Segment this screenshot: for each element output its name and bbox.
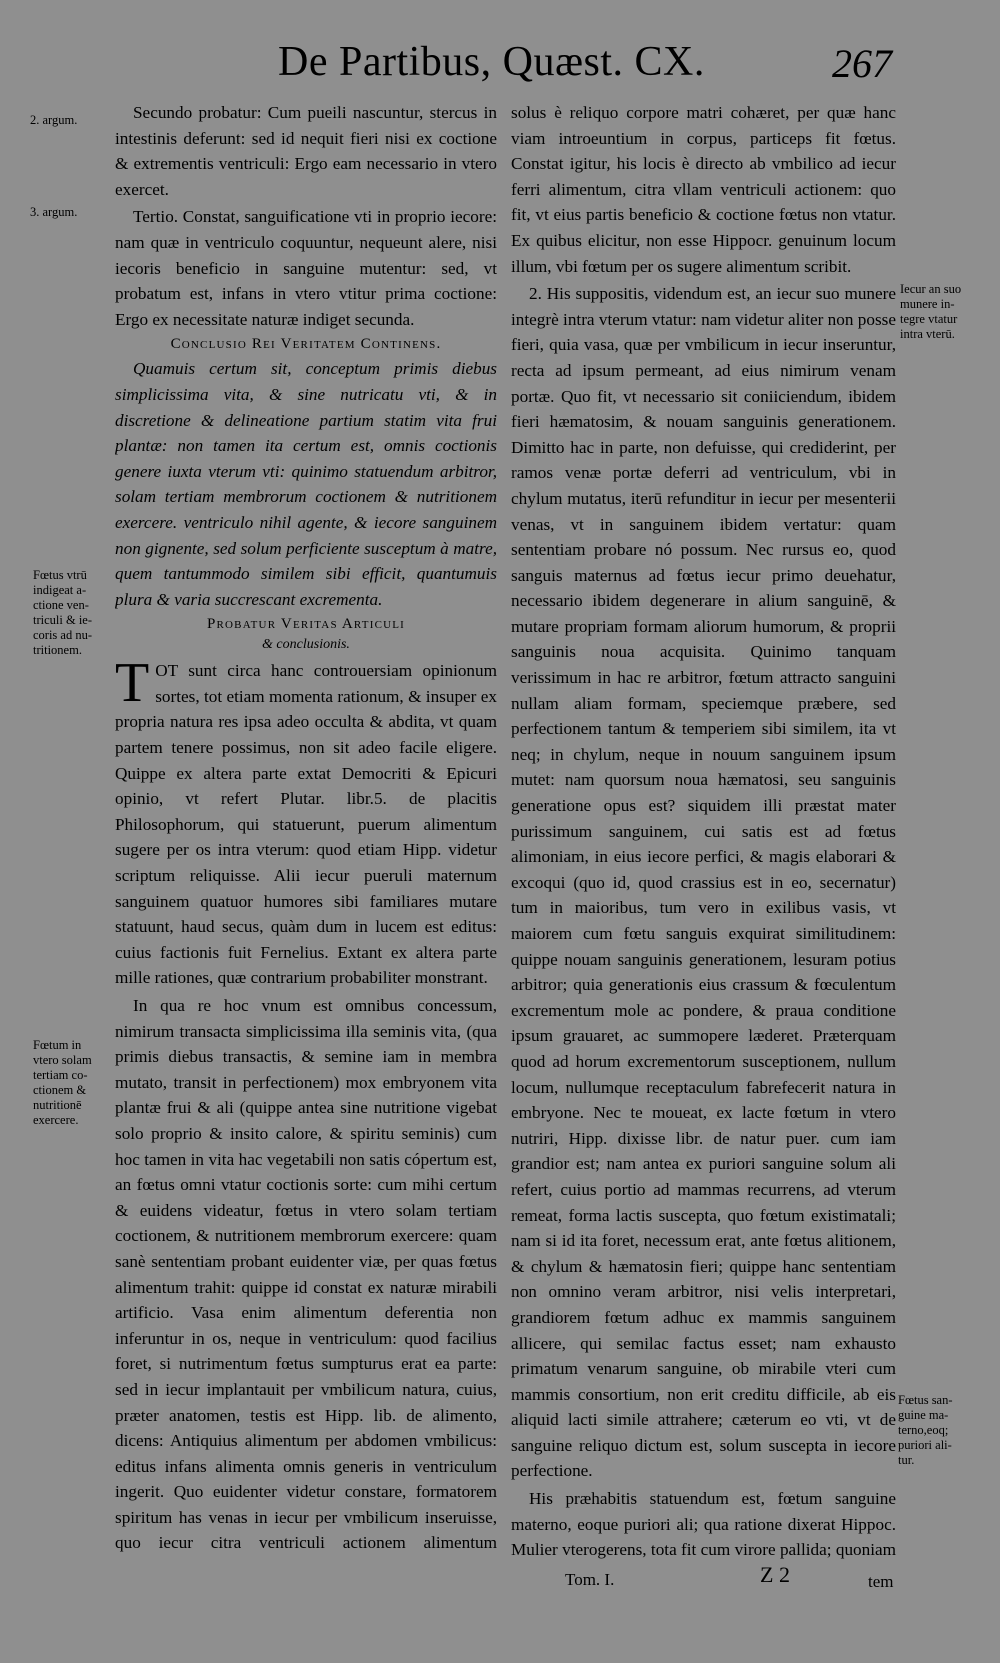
paragraph-conclusio: Quamuis certum sit, conceptum primis diebus simplicissima vita, & sine nutricatu vti, & in discretione & delineatione partium statim vita frui plantæ: non tamen ita certum est, omnis coctionis genere iuxta vterum vti: quinimo statuendum arbitror, solam tertiam membrorum coctionem & nutritionem exercere. ventriculo nihil agente, & iecore sanguinem non gignente, sed solum perficiente susceptum à matre, quem tantummodo similem sibi efficit, quantumuis plura & varia succrescant excrementa. (115, 359, 497, 609)
section-heading-conclusio: Conclusio Rei Veritatem Continens. (170, 336, 442, 353)
paragraph-tertio: Tertio. Constat, sanguificatione vti in proprio iecore: nam quæ in ventriculo coquuntur, nequeunt alere, nisi iecoris beneficio in sanguine mutentur: sed, vt probatum est, infans in vtero vtitur prima coctione: Ergo ex necessitate naturæ indiget secunda. (115, 207, 497, 329)
drop-cap: T (115, 652, 150, 715)
margin-note-foetus-indigeat: Fœtus vtrū indigeat a- ctione ven- triculi & ie- coris ad nu- tritionem. (33, 568, 93, 657)
right-column (511, 100, 896, 1560)
page-number: 267 (832, 41, 892, 86)
paragraph-tot-sunt (115, 652, 497, 991)
running-title: De Partibus, Quæst. CX. (278, 39, 705, 85)
paragraph-solus: solus è reliquo corpore matri cohæret, per quæ hanc viam introeuntium in corpus, particeps fit fœtus. Constat igitur, his locis è directo ab vmbilico ad iecur ferri alimentum, citra vllam ventriculi actionem: quo fit, vt eius partis beneficio & coctione fœtus non vtatur. Ex quibus elicitur, non esse Hippocr. genuinum locum illum, vbi fœtum per os sugere alimentum scribit. (511, 103, 896, 276)
margin-note-foetus-sanguine: Fœtus san- guine ma- terno,eoq; puriori ali- tur. (898, 1393, 953, 1467)
paragraph-tot-sunt-text: OT sunt circa hanc controuersiam opinionum sortes, tot etiam momenta rationum, & insuper ex propria natura res ipsa adeo occulta & abdita, vt quam partem tenere possimus, non sit adeo facile eligere. Quippe ex altera parte extat Democriti & Epicuri opinio, vt refert Plutar. libr.5. de placitis Philosophorum, qui statuerunt, puerum alimentum sugere per os intra vterum: quod etiam Hipp. videtur scriptum reliquisse. Alii iecur pueruli maternum sanguinem quatuor humores sibi familiares mutare statuunt, haud secus, quàm dum in lucem est editus: cuius factionis fuit Fernelius. Extant ex altera parte mille rationes, quæ contrarium probabiliter monstrant. (115, 661, 497, 988)
section-subheading: & conclusionis. (262, 637, 350, 653)
paragraph-his-suppositis: 2. His suppositis, videndum est, an iecur suo munere integrè intra vterum vtatur: nam videtur aliter non posse fieri, quia vasa, quæ per vmbilicum in iecur inseruntur, recta ad ipsum permeant, ad eius nimirum venam portæ. Quo fit, vt necessario sit coniiciendum, ibidem fieri hæmatosim, & nouam sanguinis generationem. Dimitto hac in parte, non defuisse, qui crediderint, per ramos venæ portæ deferri ad ventriculum, vbi in chylum mutatus, iterū refunditur in iecur per mesenterii venas, vt in sanguinem ibidem vertatur: quam sententiam probare nó possum. Nec rursus eo, quod sanguis maternus ad fœtus iecur primo deuehatur, necessario ibidem degenerare in alium sanguinē, & mutare propriam formam aliorum humorum, & proprii sanguinis noua acquisita. Quinimo tanquam verissimum in hac re arbitror, fœtum attracto sanguini nullam aliam formam, speciemque præbere, sed perfectionem tantum & temperiem sibi similem, ita vt neq; in chylum, neque in nouum sanguinem ipsum mutet: nam quorsum noua hæmatosi, seu sanguinis generatione opus est? siquidem illi præstat mater purissimum sanguinem, cui satis est ad fœtus alimoniam, in eius iecore perfici, & magis elaborari & excoqui (quo id, quod crassius est in eo, secernatur) tum in maioribus, tum vero in exilibus vasis, vt maiorem cum fœtu sanguis exquirat similitudinem: quippe nouam sanguinis generationem, lesuram potius arbitror; quia generationis eius crassum & fœculentum excrementum mole ac pondere, & praua conditione ipsum grauaret, ac summopere læderet. Præterquam quod ad horum excrementorum susceptionem, nullum locum, nullumque receptaculum fabrefecerit natura in embryone. Nec te moueat, ex lacte fœtum in vtero nutriri, Hipp. dixisse libr. de natur puer. cum iam grandior est; nam antea ex puriori sanguine solum ali refert, cuius portio ad mammas recurrens, ad vterum remeat, forma lactis suscepta, quo fœtum existimatali; nam si id ita foret, necessum erat, ante fœtus alitionem, & chylum & hæmatosin fieri; quippe hanc sententiam non omnino veram arbitror, nisi velis interpretari, grandiorem fœtum adhuc ex mammis sanguinem allicere, qui semilac factus esset; nam exhausto primatum venarum sanguine, ob mirabile vteri cum mammis consortium, non erit creditu difficile, ab eis aliquid lacti simile attrahere; cæterum eo vti, vt de sanguine reliquo dictum est, solum suscepta in iecore perfectione. (511, 284, 896, 1481)
margin-note-argument-2: 2. argum. (30, 113, 78, 127)
paragraph-in-qua-re: In qua re hoc vnum est omnibus concessum, nimirum transacta simplicissima illa seminis vita, (qua primis diebus transactis, & semine iam in membra mutato, transit in perfectionem) mox embryonem vita plantæ frui & ali (quippe antea sine nutritione vigebat solo proprio & insito calore, & spiritu seminis) cum hoc tamen in vita hac vegetabili non satis cópertum est, an fœtus omni vtatur coctionis sorte: cum mihi certum & euidens videatur, fœtus in vtero solam tertiam coctionem, & nutritionem membrorum exercere: quam sanè sententiam probant euidenter viæ, per quas fœtus alimentum trahit: quippe id constat ex naturæ mirabili artificio. Vasa enim alimentum deferentia non inferuntur in os, neque in ventriculum: quod facilius foret, si nutrimentum fœtus sumpturus erat ea parte: sed in iecur implantauit per vmbilicum natura, cuius, præter anatomen, testis est Hipp. lib. de alimento, dicens: Antiquius alimentum per abdomen vmbilicus: editus infans alimenta omnis generis in ventriculum ingerit. Quo euidenter videtur constare, formatorem spiritum has venas in iecur per vmbilicum inseruisse, quo iecur citra ventriculi actionem alimentum (115, 996, 497, 1553)
page-footer (0, 1562, 1000, 1600)
margin-note-argument-3: 3. argum. (30, 205, 78, 219)
page-header (0, 38, 1000, 98)
volume-label: Tom. I. (565, 1570, 615, 1589)
margin-note-foetum-in-utero: Fœtum in vtero solam tertiam co- ctionem & nutritionē exercere. (33, 1038, 92, 1127)
paragraph-his-praehabitis: His præhabitis statuendum est, fœtum sanguine materno, eoque puriori ali; qua ratione dixerat Hippoc. Mulier vterogerens, tota fit cum virore pallida; quoniam (511, 1489, 896, 1560)
section-heading-probatur: Probatur Veritas Articuli (206, 616, 406, 633)
catchword: tem (868, 1572, 894, 1591)
margin-note-iecur-an: Iecur an suo munere in- tegre vtatur intra vterū. (900, 282, 962, 341)
signature-mark: Z 2 (760, 1562, 790, 1587)
left-column (115, 100, 497, 1560)
paragraph-secundo: Secundo probatur: Cum pueili nascuntur, stercus in intestinis deferunt: sed id nequit fieri nisi ex coctione & extrementis ventriculi: Ergo eam necessario in vtero exercet. (115, 103, 497, 199)
